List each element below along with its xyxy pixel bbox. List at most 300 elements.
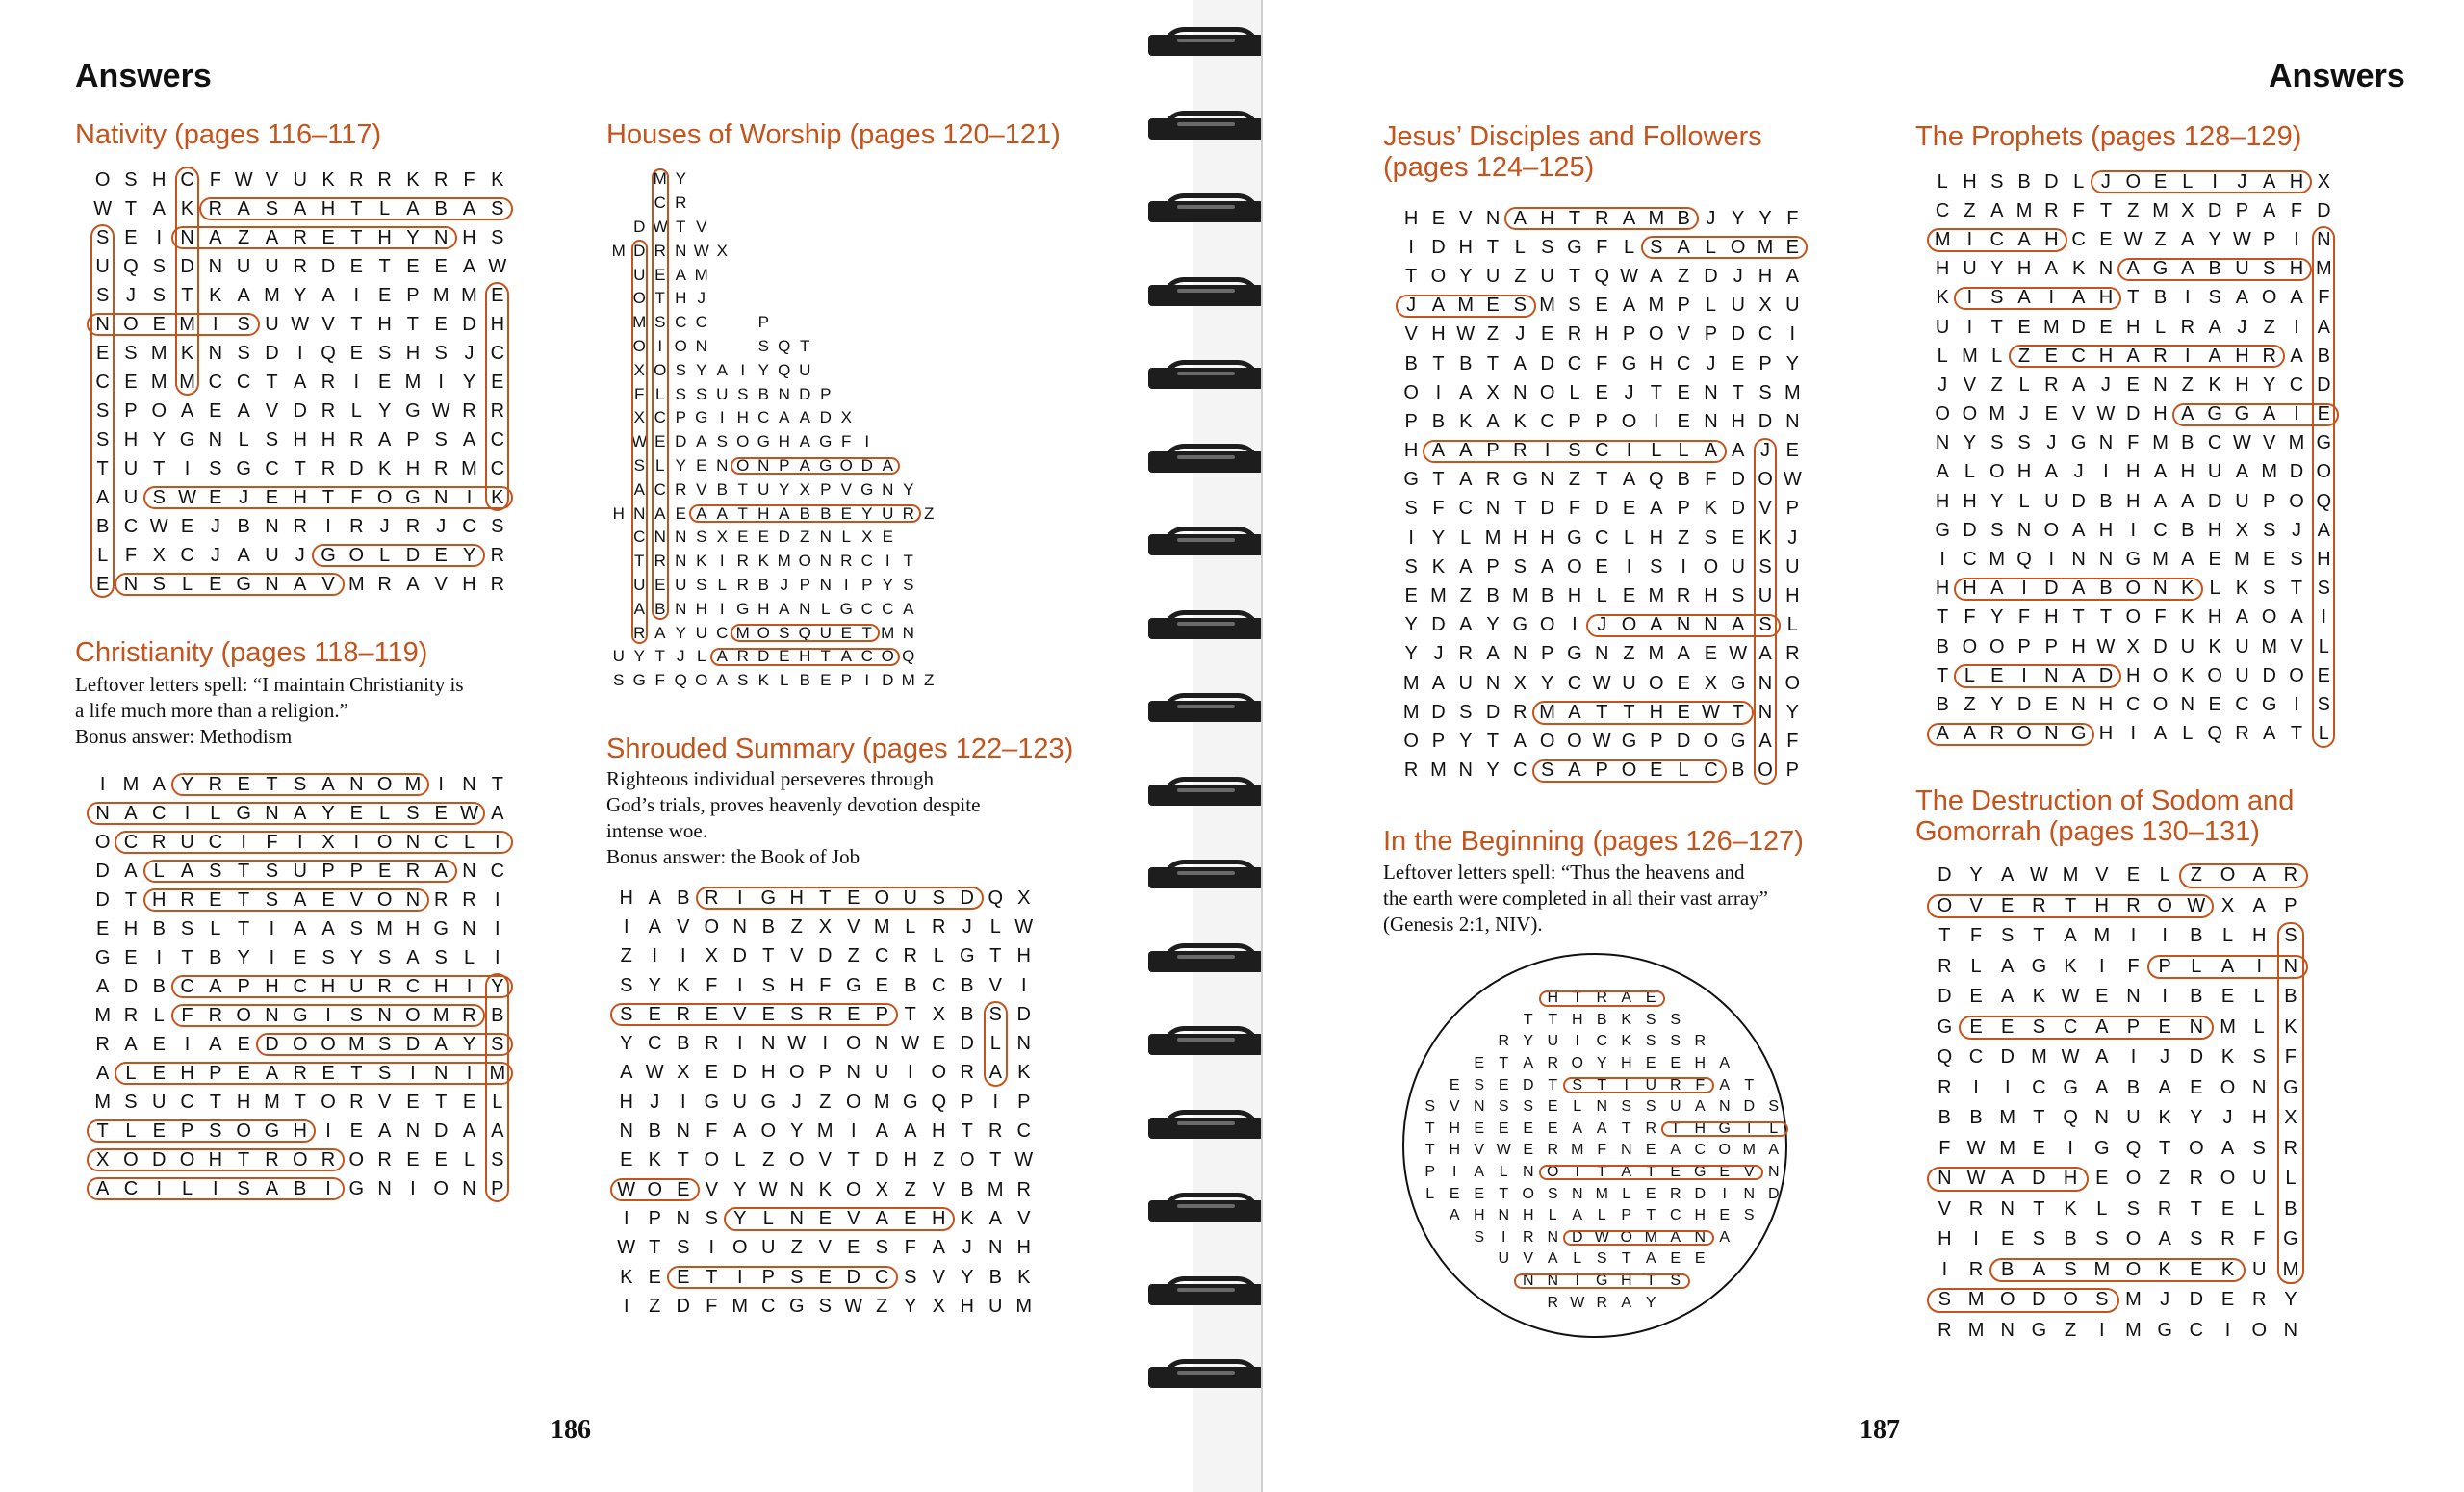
grid-letter: G bbox=[819, 455, 833, 475]
grid-letter: M bbox=[2125, 1289, 2142, 1311]
grid-letter: S bbox=[377, 1062, 392, 1084]
grid-letter: I bbox=[2021, 664, 2027, 686]
grid-letter: A bbox=[180, 860, 194, 882]
grid-letter: A bbox=[124, 860, 138, 882]
grid-letter: I bbox=[736, 1033, 743, 1055]
grid-letter: U bbox=[1731, 295, 1745, 317]
grid-letter: R bbox=[736, 647, 749, 666]
grid-letter: N bbox=[462, 1177, 476, 1199]
grid-letter: M bbox=[150, 342, 167, 364]
grid-letter: A bbox=[716, 671, 728, 690]
grid-letter: H bbox=[2098, 693, 2114, 715]
grid-letter: A bbox=[2252, 894, 2266, 916]
grid-letter: Z bbox=[2064, 1319, 2077, 1341]
grid-letter: G bbox=[695, 408, 708, 427]
grid-row bbox=[89, 368, 511, 397]
grid-letter: Z bbox=[1514, 265, 1527, 287]
grid-letter: I bbox=[99, 773, 106, 795]
grid-letter: L bbox=[655, 455, 665, 475]
grid-letter: G bbox=[788, 1295, 805, 1317]
grid-letter: L bbox=[463, 1148, 475, 1170]
grid-letter: T bbox=[861, 623, 872, 642]
grid-letter: M bbox=[179, 371, 195, 393]
grid-letter: R bbox=[490, 399, 505, 422]
grid-letter: S bbox=[2263, 578, 2276, 600]
grid-letter: U bbox=[2207, 461, 2222, 483]
grid-letter: E bbox=[818, 1207, 832, 1229]
grid-letter: T bbox=[406, 313, 420, 335]
grid-letter: N bbox=[1485, 672, 1501, 694]
grid-letter: N bbox=[789, 1207, 804, 1229]
grid-letter: S bbox=[675, 360, 686, 379]
grid-row bbox=[89, 339, 511, 368]
grid-letter: O bbox=[788, 1149, 805, 1171]
grid-letter: H bbox=[2207, 519, 2222, 541]
grid-letter: F bbox=[2127, 955, 2140, 977]
grid-row bbox=[1929, 1224, 2306, 1255]
grid-row bbox=[1929, 861, 2306, 891]
left-header: Answers bbox=[75, 58, 212, 94]
grid-letter: C bbox=[654, 408, 666, 427]
grid-letter: I bbox=[719, 552, 725, 571]
grid-row bbox=[1929, 982, 2306, 1013]
grid-letter: F bbox=[841, 432, 852, 451]
grid-letter: U bbox=[123, 486, 139, 508]
grid-letter: A bbox=[209, 1033, 222, 1055]
grid-letter: N bbox=[1522, 1164, 1534, 1181]
grid-letter: N bbox=[1485, 498, 1501, 520]
grid-letter: Z bbox=[800, 527, 810, 547]
grid-letter: A bbox=[1547, 1250, 1558, 1268]
grid-letter: H bbox=[2071, 635, 2086, 657]
grid-letter: X bbox=[932, 1003, 945, 1025]
grid-letter: S bbox=[491, 515, 504, 537]
grid-letter: S bbox=[491, 1033, 504, 1055]
grid-letter: S bbox=[1758, 381, 1772, 403]
grid-letter: N bbox=[619, 1120, 633, 1143]
grid-letter: I bbox=[466, 486, 473, 508]
grid-letter: C bbox=[405, 975, 421, 997]
grid-letter: N bbox=[716, 455, 729, 475]
grid-letter: B bbox=[716, 479, 728, 499]
grid-letter: S bbox=[932, 887, 945, 909]
grid-letter: D bbox=[265, 1033, 279, 1055]
grid-letter: A bbox=[1694, 1098, 1706, 1116]
grid-letter: I bbox=[843, 575, 849, 594]
grid-letter: E bbox=[237, 1033, 250, 1055]
grid-letter: X bbox=[716, 527, 728, 547]
grid-letter: M bbox=[873, 915, 890, 938]
grid-letter: D bbox=[152, 1148, 167, 1170]
grid-letter: A bbox=[2263, 170, 2276, 193]
grid-letter: I bbox=[353, 284, 360, 306]
grid-letter: P bbox=[1595, 410, 1608, 432]
grid-letter: W bbox=[2187, 894, 2206, 916]
grid-letter: A bbox=[2235, 461, 2249, 483]
grid-letter: E bbox=[406, 255, 420, 277]
grid-letter: R bbox=[2153, 345, 2168, 367]
grid-letter: I bbox=[1941, 1258, 1948, 1280]
grid-letter: R bbox=[818, 1003, 833, 1025]
grid-letter: G bbox=[1596, 1273, 1608, 1290]
grid-letter: L bbox=[1705, 295, 1716, 317]
grid-letter: S bbox=[1645, 1033, 1656, 1050]
grid-letter: C bbox=[265, 457, 279, 479]
grid-letter: M bbox=[1989, 403, 2006, 425]
grid-letter: B bbox=[95, 515, 110, 537]
grid-row bbox=[1398, 262, 1806, 291]
grid-letter: O bbox=[757, 623, 770, 642]
grid-letter: H bbox=[1963, 170, 1977, 193]
grid-letter: T bbox=[1623, 701, 1635, 723]
grid-letter: S bbox=[1404, 555, 1418, 578]
grid-letter: I bbox=[680, 1091, 686, 1113]
grid-letter: X bbox=[840, 408, 852, 427]
grid-letter: H bbox=[1649, 701, 1664, 723]
grid-letter: J bbox=[2100, 373, 2111, 396]
grid-letter: S bbox=[2017, 432, 2031, 454]
grid-letter: N bbox=[433, 226, 449, 248]
grid-letter: S bbox=[1424, 1098, 1436, 1116]
grid-letter: K bbox=[961, 1207, 974, 1229]
grid-letter: I bbox=[466, 975, 473, 997]
grid-letter: Y bbox=[757, 360, 769, 379]
grid-letter: A bbox=[1459, 381, 1473, 403]
grid-letter: G bbox=[760, 1091, 777, 1113]
grid-row bbox=[89, 1059, 511, 1088]
grid-letter: W bbox=[2232, 432, 2251, 454]
grid-letter: D bbox=[1731, 498, 1745, 520]
grid-letter: M bbox=[1999, 1107, 2016, 1129]
grid-letter: C bbox=[490, 342, 505, 364]
grid-letter: O bbox=[376, 831, 393, 853]
grid-letter: A bbox=[124, 1033, 138, 1055]
grid-letter: A bbox=[1459, 555, 1473, 578]
grid-letter: M bbox=[1484, 527, 1502, 549]
grid-letter: S bbox=[434, 946, 448, 968]
nativity-grid bbox=[89, 166, 511, 599]
grid-letter: T bbox=[2033, 1197, 2045, 1220]
grid-letter: B bbox=[2153, 287, 2168, 309]
grid-letter: W bbox=[693, 241, 709, 260]
grid-letter: H bbox=[1963, 490, 1977, 512]
grid-letter: V bbox=[847, 1207, 860, 1229]
grid-letter: S bbox=[2317, 578, 2330, 600]
grid-letter: I bbox=[2224, 1319, 2231, 1341]
disciples-title-1: Jesus’ Disciples and Followers bbox=[1383, 121, 1762, 152]
grid-letter: G bbox=[632, 671, 646, 690]
grid-row bbox=[89, 799, 511, 828]
grid-letter: T bbox=[491, 773, 503, 795]
grid-letter: H bbox=[2063, 1168, 2078, 1190]
grid-letter: S bbox=[988, 1003, 1002, 1025]
grid-letter: P bbox=[1595, 759, 1608, 782]
grid-row bbox=[608, 358, 939, 382]
grid-letter: C bbox=[716, 623, 729, 642]
grid-letter: X bbox=[818, 915, 832, 938]
grid-letter: O bbox=[2043, 519, 2060, 541]
grid-letter: H bbox=[757, 503, 770, 523]
grid-row bbox=[1398, 495, 1806, 524]
grid-letter: L bbox=[1651, 440, 1662, 462]
grid-row bbox=[1929, 284, 2337, 313]
grid-letter: E bbox=[95, 573, 110, 595]
grid-letter: I bbox=[2294, 316, 2299, 338]
grid-letter: N bbox=[1547, 1228, 1559, 1246]
grid-letter: G bbox=[179, 428, 195, 450]
grid-letter: J bbox=[379, 515, 390, 537]
grid-letter: A bbox=[1431, 295, 1446, 317]
grid-letter: M bbox=[2152, 432, 2169, 454]
grid-letter: A bbox=[152, 773, 166, 795]
grid-letter: Y bbox=[1645, 1294, 1656, 1311]
grid-letter: D bbox=[960, 887, 974, 909]
grid-letter: A bbox=[1758, 730, 1772, 752]
grid-letter: N bbox=[1694, 1228, 1707, 1246]
grid-letter: R bbox=[377, 573, 392, 595]
grid-letter: H bbox=[1935, 578, 1950, 600]
grid-letter: S bbox=[406, 802, 420, 824]
grid-letter: H bbox=[757, 599, 770, 618]
grid-letter: G bbox=[348, 1177, 365, 1199]
grid-letter: F bbox=[2318, 287, 2330, 309]
grid-letter: D bbox=[2153, 635, 2168, 657]
grid-letter: L bbox=[1991, 345, 2003, 367]
grid-letter: O bbox=[236, 1119, 251, 1142]
grid-letter: E bbox=[152, 313, 166, 335]
grid-letter: M bbox=[2152, 199, 2169, 221]
grid-letter: Y bbox=[349, 946, 363, 968]
grid-row bbox=[608, 335, 939, 359]
grid-letter: A bbox=[2181, 228, 2194, 250]
grid-letter: M bbox=[987, 1178, 1004, 1200]
grid-letter: O bbox=[321, 1033, 336, 1055]
grid-letter: B bbox=[2001, 1258, 2015, 1280]
grid-row bbox=[89, 1145, 511, 1174]
grid-letter: W bbox=[2061, 986, 2080, 1008]
grid-letter: T bbox=[737, 479, 748, 499]
grid-letter: C bbox=[236, 371, 251, 393]
grid-letter: S bbox=[1459, 701, 1473, 723]
grid-letter: N bbox=[1676, 614, 1691, 636]
grid-letter: X bbox=[95, 1148, 110, 1170]
grid-letter: M bbox=[1742, 1142, 1756, 1159]
grid-letter: E bbox=[349, 342, 363, 364]
grid-letter: N bbox=[633, 503, 646, 523]
grid-letter: D bbox=[676, 1295, 690, 1317]
grid-letter: E bbox=[434, 313, 448, 335]
grid-letter: C bbox=[2207, 432, 2222, 454]
grid-letter: R bbox=[705, 887, 719, 909]
grid-letter: I bbox=[1575, 1273, 1579, 1290]
grid-letter: K bbox=[1459, 410, 1473, 432]
grid-letter: M bbox=[404, 773, 422, 795]
grid-letter: E bbox=[321, 226, 335, 248]
grid-letter: A bbox=[2290, 345, 2303, 367]
grid-row bbox=[612, 1088, 1039, 1117]
grid-letter: I bbox=[466, 1062, 473, 1084]
grid-letter: H bbox=[1458, 236, 1473, 258]
grid-letter: E bbox=[2220, 1289, 2235, 1311]
grid-letter: D bbox=[2207, 490, 2222, 512]
grid-letter: D bbox=[633, 241, 646, 260]
grid-letter: Y bbox=[1963, 432, 1977, 454]
grid-letter: L bbox=[350, 399, 362, 422]
grid-letter: J bbox=[1515, 323, 1526, 346]
grid-letter: N bbox=[95, 802, 110, 824]
grid-letter: M bbox=[2315, 258, 2332, 280]
grid-letter: U bbox=[1963, 258, 1977, 280]
grid-letter: P bbox=[1650, 730, 1663, 752]
grid-letter: C bbox=[462, 515, 476, 537]
grid-row bbox=[608, 477, 939, 502]
grid-letter: I bbox=[156, 226, 163, 248]
grid-letter: E bbox=[209, 573, 222, 595]
grid-letter: R bbox=[1676, 585, 1691, 607]
grid-letter: E bbox=[265, 486, 279, 508]
beginning-grid bbox=[1418, 988, 1786, 1314]
grid-letter: M bbox=[694, 265, 708, 284]
grid-letter: K bbox=[648, 1149, 661, 1171]
grid-letter: L bbox=[492, 1091, 503, 1113]
grid-letter: O bbox=[674, 336, 687, 355]
grid-letter: M bbox=[150, 371, 167, 393]
grid-letter: I bbox=[1624, 1076, 1629, 1093]
grid-letter: R bbox=[2032, 894, 2046, 916]
grid-letter: P bbox=[1677, 498, 1690, 520]
grid-letter: F bbox=[2253, 1228, 2266, 1250]
grid-letter: H bbox=[405, 917, 421, 939]
grid-letter: M bbox=[2043, 316, 2060, 338]
grid-letter: E bbox=[434, 1148, 448, 1170]
grid-letter: M bbox=[489, 1062, 506, 1084]
grid-letter: E bbox=[677, 1266, 690, 1288]
grid-letter: E bbox=[675, 503, 686, 523]
grid-letter: M bbox=[1967, 1289, 1985, 1311]
grid-letter: R bbox=[462, 399, 476, 422]
grid-letter: E bbox=[2095, 1168, 2109, 1190]
christianity-text-1: Leftover letters spell: “I maintain Christianity is bbox=[75, 673, 464, 696]
grid-letter: N bbox=[732, 915, 747, 938]
grid-row bbox=[612, 1029, 1039, 1058]
grid-letter: S bbox=[1645, 1011, 1656, 1028]
grid-letter: U bbox=[152, 1091, 167, 1113]
grid-letter: R bbox=[2262, 345, 2276, 367]
grid-letter: T bbox=[820, 647, 831, 666]
grid-letter: R bbox=[208, 197, 223, 219]
grid-letter: T bbox=[1670, 1119, 1681, 1137]
grid-letter: S bbox=[1523, 1098, 1534, 1116]
grid-letter: E bbox=[1670, 1055, 1681, 1072]
grid-letter: Y bbox=[1732, 207, 1745, 229]
grid-letter: I bbox=[719, 408, 725, 427]
grid-letter: E bbox=[761, 1003, 775, 1025]
grid-letter: A bbox=[2235, 606, 2249, 629]
grid-letter: S bbox=[613, 671, 625, 690]
grid-letter: E bbox=[2317, 403, 2330, 425]
grid-row bbox=[612, 971, 1039, 1000]
grid-letter: W bbox=[2232, 228, 2251, 250]
grid-letter: H bbox=[1649, 527, 1664, 549]
grid-letter: Y bbox=[675, 169, 686, 189]
grid-letter: R bbox=[1596, 990, 1608, 1007]
grid-letter: M bbox=[2125, 1319, 2142, 1341]
grid-letter: D bbox=[2189, 1289, 2204, 1311]
grid-letter: I bbox=[1681, 555, 1686, 578]
grid-letter: N bbox=[757, 455, 770, 475]
binding-ring bbox=[1148, 1026, 1264, 1059]
grid-letter: E bbox=[434, 802, 448, 824]
grid-letter: I bbox=[1572, 614, 1578, 636]
grid-letter: U bbox=[757, 479, 770, 499]
grid-letter: S bbox=[124, 1091, 138, 1113]
grid-letter: L bbox=[181, 1177, 193, 1199]
grid-letter: H bbox=[152, 888, 167, 911]
grid-row bbox=[608, 526, 939, 550]
grid-letter: H bbox=[2098, 345, 2114, 367]
grid-letter: E bbox=[1694, 1250, 1706, 1268]
grid-letter: N bbox=[695, 336, 707, 355]
grid-letter: E bbox=[932, 1033, 945, 1055]
grid-letter: P bbox=[406, 428, 420, 450]
grid-letter: H bbox=[2289, 258, 2304, 280]
grid-letter: A bbox=[1513, 352, 1527, 374]
grid-letter: W bbox=[617, 1237, 636, 1259]
grid-letter: X bbox=[1704, 672, 1718, 694]
grid-letter: T bbox=[350, 226, 363, 248]
grid-letter: V bbox=[1758, 498, 1772, 520]
grid-letter: R bbox=[377, 975, 392, 997]
grid-letter: T bbox=[96, 457, 109, 479]
grid-letter: N bbox=[2189, 1016, 2204, 1038]
grid-letter: R bbox=[2220, 1228, 2235, 1250]
grid-letter: O bbox=[1567, 730, 1582, 752]
grid-row bbox=[1398, 727, 1806, 756]
grid-letter: J bbox=[697, 289, 706, 308]
grid-letter: T bbox=[706, 1266, 718, 1288]
grid-letter: A bbox=[648, 887, 661, 909]
grid-letter: K bbox=[677, 974, 690, 996]
grid-letter: U bbox=[1540, 265, 1554, 287]
grid-letter: S bbox=[2290, 549, 2303, 571]
binding-ring bbox=[1148, 1276, 1264, 1309]
grid-row bbox=[1418, 1096, 1786, 1119]
grid-letter: H bbox=[1016, 945, 1031, 967]
grid-letter: T bbox=[676, 217, 686, 236]
grid-letter: W bbox=[93, 197, 113, 219]
grid-letter: M bbox=[94, 1004, 111, 1026]
grid-letter: B bbox=[237, 515, 250, 537]
grid-letter: Z bbox=[1568, 469, 1581, 491]
grid-letter: Z bbox=[1678, 527, 1690, 549]
grid-letter: P bbox=[180, 1119, 194, 1142]
grid-letter: I bbox=[708, 1237, 715, 1259]
grid-letter: I bbox=[184, 457, 191, 479]
grid-letter: L bbox=[1569, 381, 1580, 403]
grid-letter: L bbox=[1786, 614, 1798, 636]
grid-letter: A bbox=[2044, 258, 2058, 280]
grid-letter: N bbox=[675, 241, 687, 260]
grid-letter: S bbox=[237, 313, 250, 335]
grid-letter: C bbox=[1968, 1046, 1984, 1068]
grid-letter: U bbox=[2126, 1107, 2141, 1129]
grid-letter: T bbox=[96, 1119, 109, 1142]
grid-row bbox=[1398, 611, 1806, 640]
grid-letter: Y bbox=[1486, 759, 1500, 782]
grid-letter: L bbox=[1678, 440, 1689, 462]
grid-letter: D bbox=[1595, 498, 1609, 520]
grid-letter: W bbox=[758, 1178, 778, 1200]
